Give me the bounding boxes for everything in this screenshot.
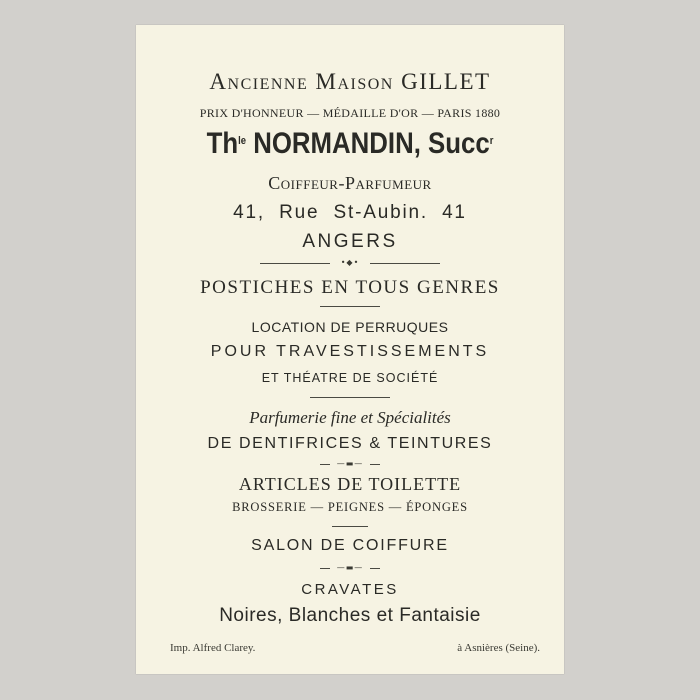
ornament-icon: —▬— (330, 563, 370, 572)
location-sub: POUR TRAVESTISSEMENTS (210, 343, 490, 360)
profession: Coiffeur-Parfumeur (268, 173, 432, 193)
proprietor-surname: NORMANDIN, Succ (246, 127, 490, 160)
proprietor-prefix-sup: le (238, 135, 247, 147)
printer-location: à Asnières (Seine). (457, 642, 540, 654)
articles-sub: BROSSERIE — PEIGNES — ÉPONGES (232, 500, 468, 514)
ornament-icon: —▬— (330, 459, 370, 468)
short-rule (310, 397, 390, 398)
salon-line: SALON DE COIFFURE (251, 537, 449, 554)
proprietor-name-sup: r (489, 135, 494, 147)
house-line: Ancienne Maison GILLET (209, 69, 491, 94)
printer-credit: Imp. Alfred Clarey. (170, 642, 256, 654)
articles-title: ARTICLES DE TOILETTE (238, 474, 462, 494)
city: ANGERS (302, 231, 398, 252)
short-rule (332, 526, 368, 527)
parfumerie-line: Parfumerie fine et Spécialités (249, 408, 451, 427)
postiches-line: POSTICHES EN TOUS GENRES (200, 277, 500, 298)
trade-card (136, 25, 564, 674)
dentifrices-line: DE DENTIFRICES & TEINTURES (207, 435, 493, 452)
proprietor-name (166, 127, 534, 161)
short-rule (320, 306, 380, 307)
proprietor-prefix: Th (206, 127, 239, 160)
street-address: 41, Rue St-Aubin. 41 (233, 202, 467, 223)
ornament-icon: •◆• (330, 258, 370, 267)
cravates-sub: Noires, Blanches et Fantaisie (219, 605, 481, 626)
award-line: PRIX D'HONNEUR — MÉDAILLE D'OR — PARIS 1880 (199, 106, 501, 120)
location-title: LOCATION DE PERRUQUES (251, 319, 449, 335)
cravates-title: CRAVATES (301, 581, 399, 598)
location-sub2: ET THÉATRE DE SOCIÉTÉ (261, 371, 439, 385)
